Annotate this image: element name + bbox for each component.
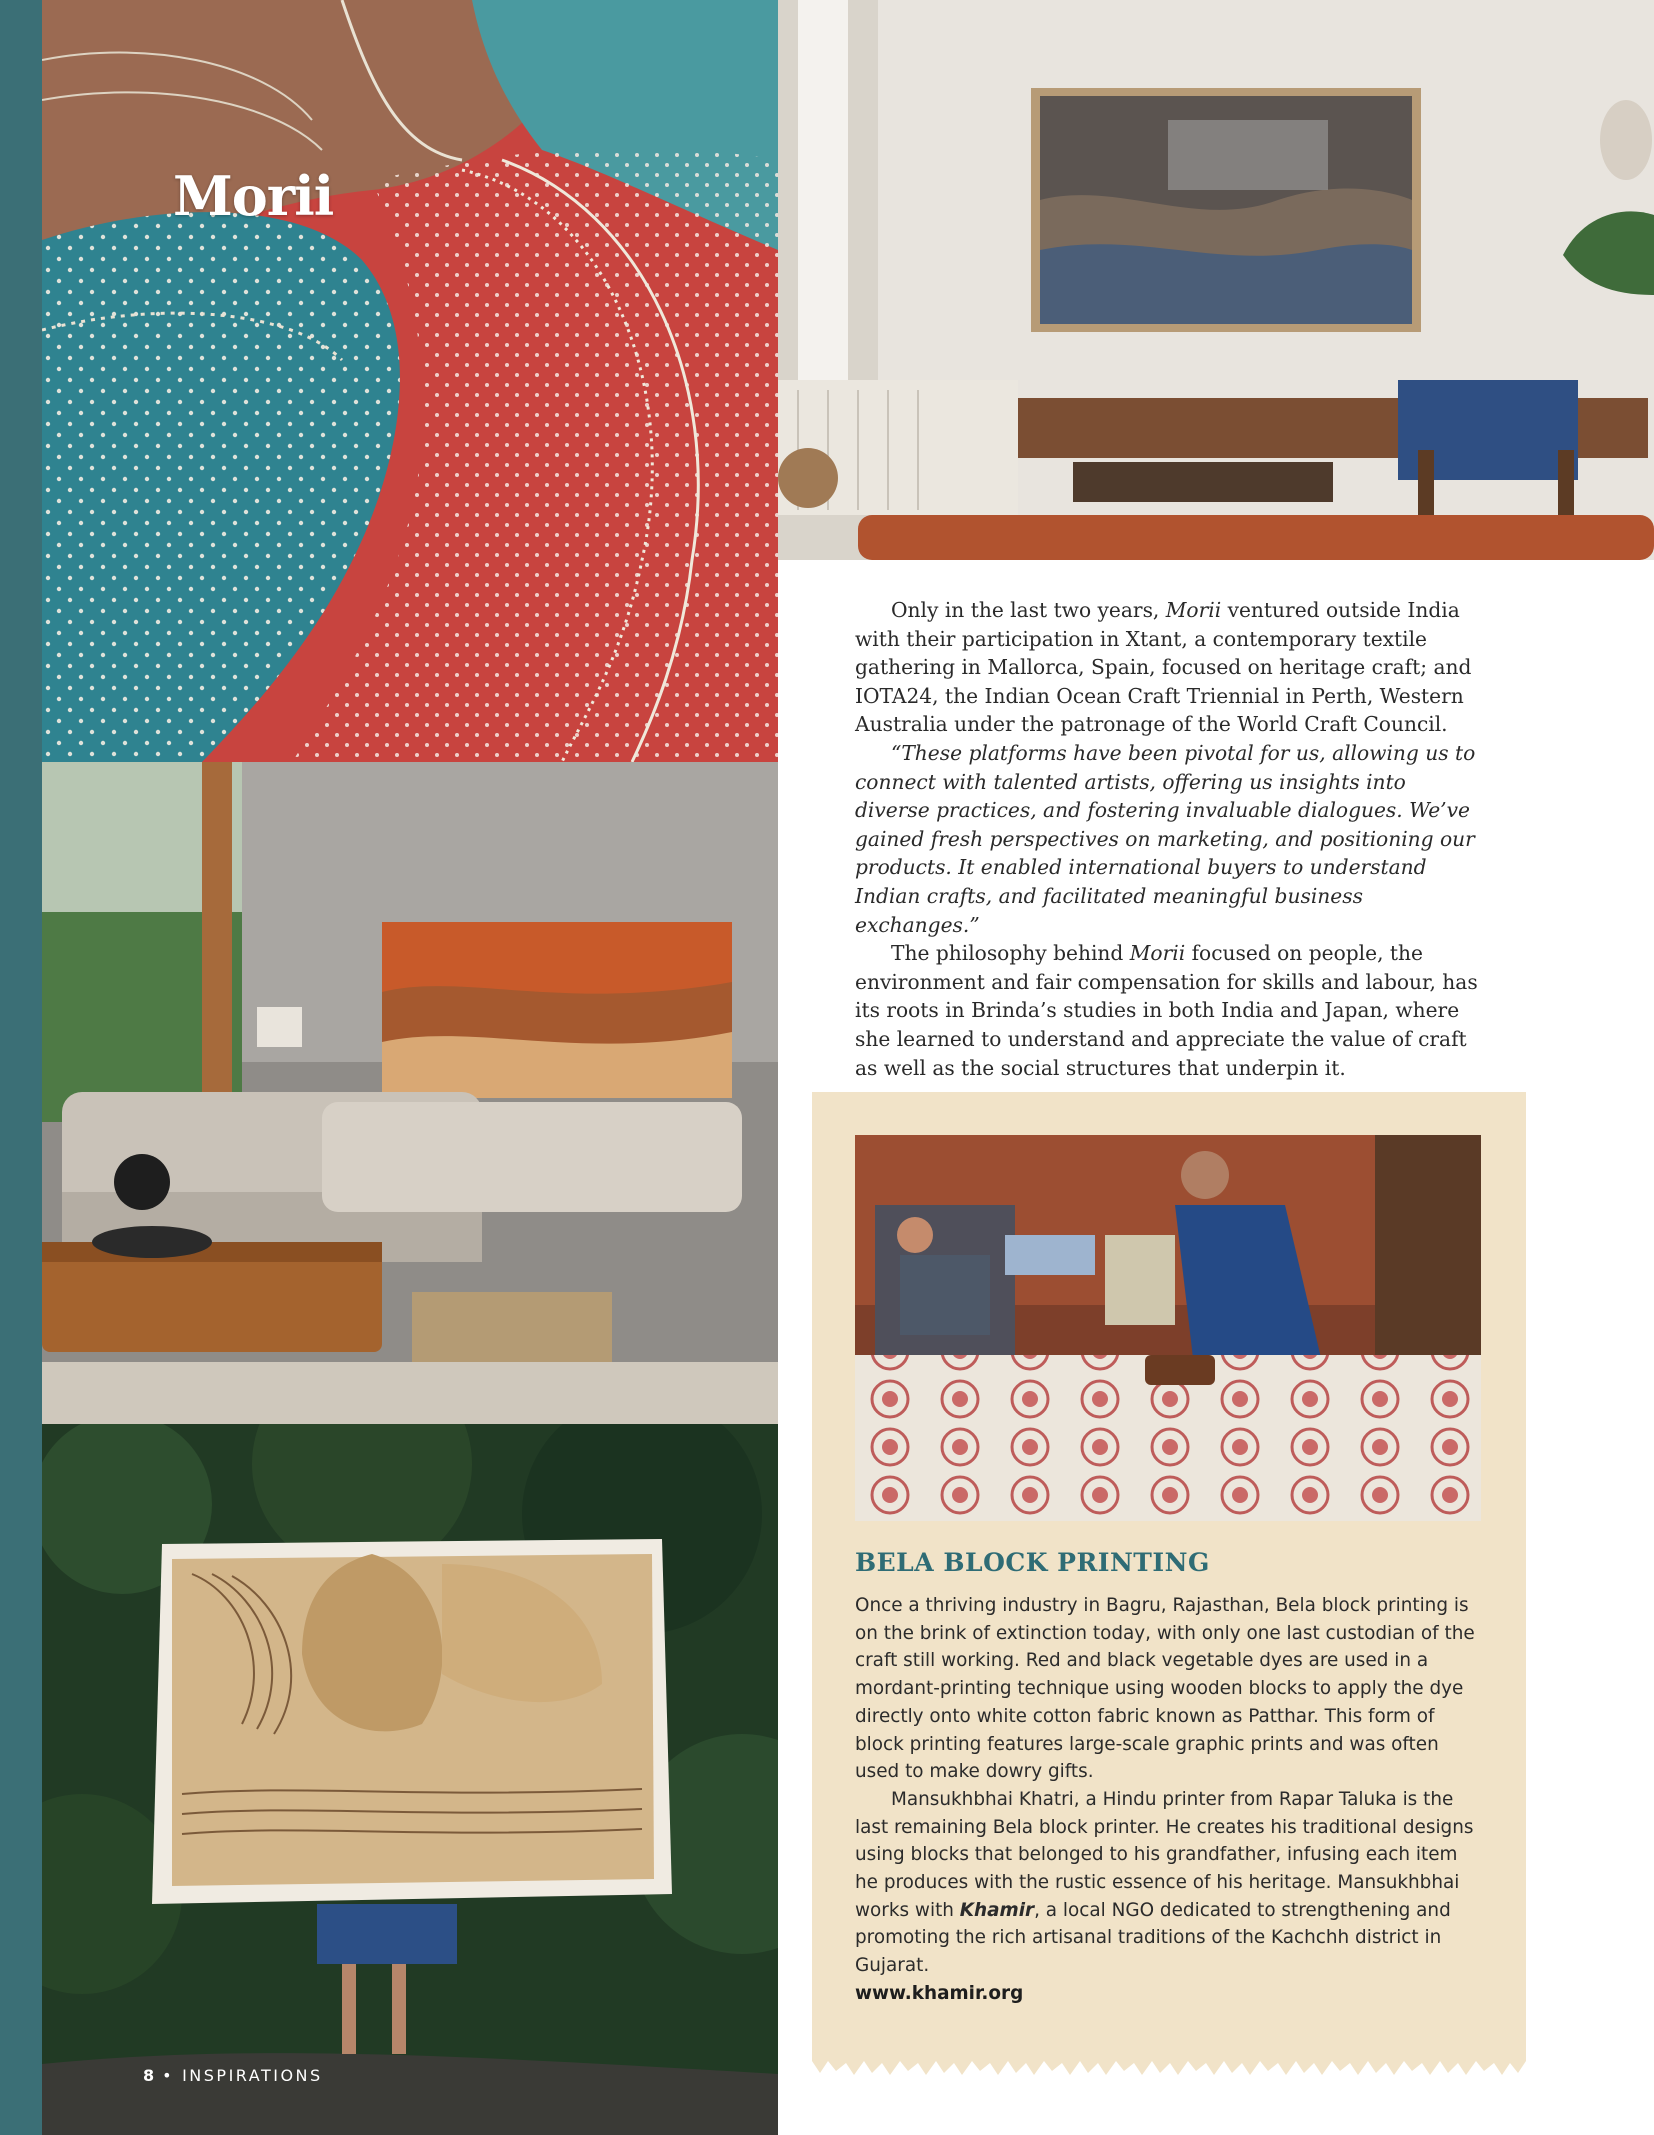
sidebar-heading: BELA BLOCK PRINTING: [855, 1548, 1210, 1577]
brand-name-italic: Morii: [1129, 941, 1186, 966]
sidebar-paragraph-1: Once a thriving industry in Bagru, Rajasthan, Bela block printing is on the brink of extinction today, with only one last custodian of the craft still working. Red and black vegetable dyes are used in a mordant-printing technique using wooden blocks to apply the dye directly onto white cotton fabric known as Patthar. This form of block printing features large-scale graphic prints and was often used to make dowry gifts.: [855, 1595, 1475, 1783]
sidebar-paragraph-2: Mansukhbhai Khatri, a Hindu printer from Rapar Taluka is the last remaining Bela block printer. He creates his traditional designs using blocks that belonged to his grandfather, infusing each item he produces with the rustic essence of his heritage. Mansukhbhai works with Khamir, a local NGO dedicated to strengthening and promoting the rich artisanal traditions of the Kachchh district in Gujarat.: [855, 1788, 1474, 1977]
block-printing-photo: [855, 1135, 1481, 1521]
sidebar-body: [855, 1592, 1477, 2008]
living-room-photo-left: [42, 762, 778, 1424]
khamir-website-link[interactable]: www.khamir.org: [855, 1982, 1024, 2004]
brand-title: Morii: [173, 164, 334, 228]
khamir-name: Khamir: [959, 1899, 1035, 1921]
left-accent-bar: [0, 0, 42, 2135]
fringe-edge: [812, 2055, 1526, 2079]
article-paragraph-1: Only in the last two years, Morii ventured outside India with their participation in Xtant, a contemporary textile gathering in Mallorca, Spain, focused on heritage craft; and IOTA24, the Indian Ocean Craft Triennial in Perth, Western Australia under the patronage of the World Craft Council.: [855, 598, 1472, 737]
article-quote: “These platforms have been pivotal for us, allowing us to connect with talented artists, offering us insights into diverse practices, and fostering invaluable dialogues. We’ve gained fresh perspectives on marketing, and positioning our products. It enabled international buyers to understand Indian crafts, and facilitated meaningful business exchanges.”: [855, 740, 1476, 937]
section-name: INSPIRATIONS: [182, 2066, 323, 2085]
page-number: 8: [143, 2066, 155, 2085]
folio-separator: •: [162, 2066, 175, 2085]
article-body: [855, 596, 1485, 1082]
brand-name-italic: Morii: [1165, 598, 1222, 622]
living-room-photo-top: [778, 0, 1654, 560]
person-holding-textile-photo: [42, 1424, 778, 2135]
article-paragraph-3: The philosophy behind Morii focused on people, the environment and fair compensation for skills and labour, has its roots in Brinda’s studies in both India and Japan, where she learned to understand and appreciate the value of craft as well as the social structures that underpin it.: [855, 941, 1478, 1080]
textile-photo: [42, 0, 778, 762]
page-folio: [143, 2066, 323, 2085]
